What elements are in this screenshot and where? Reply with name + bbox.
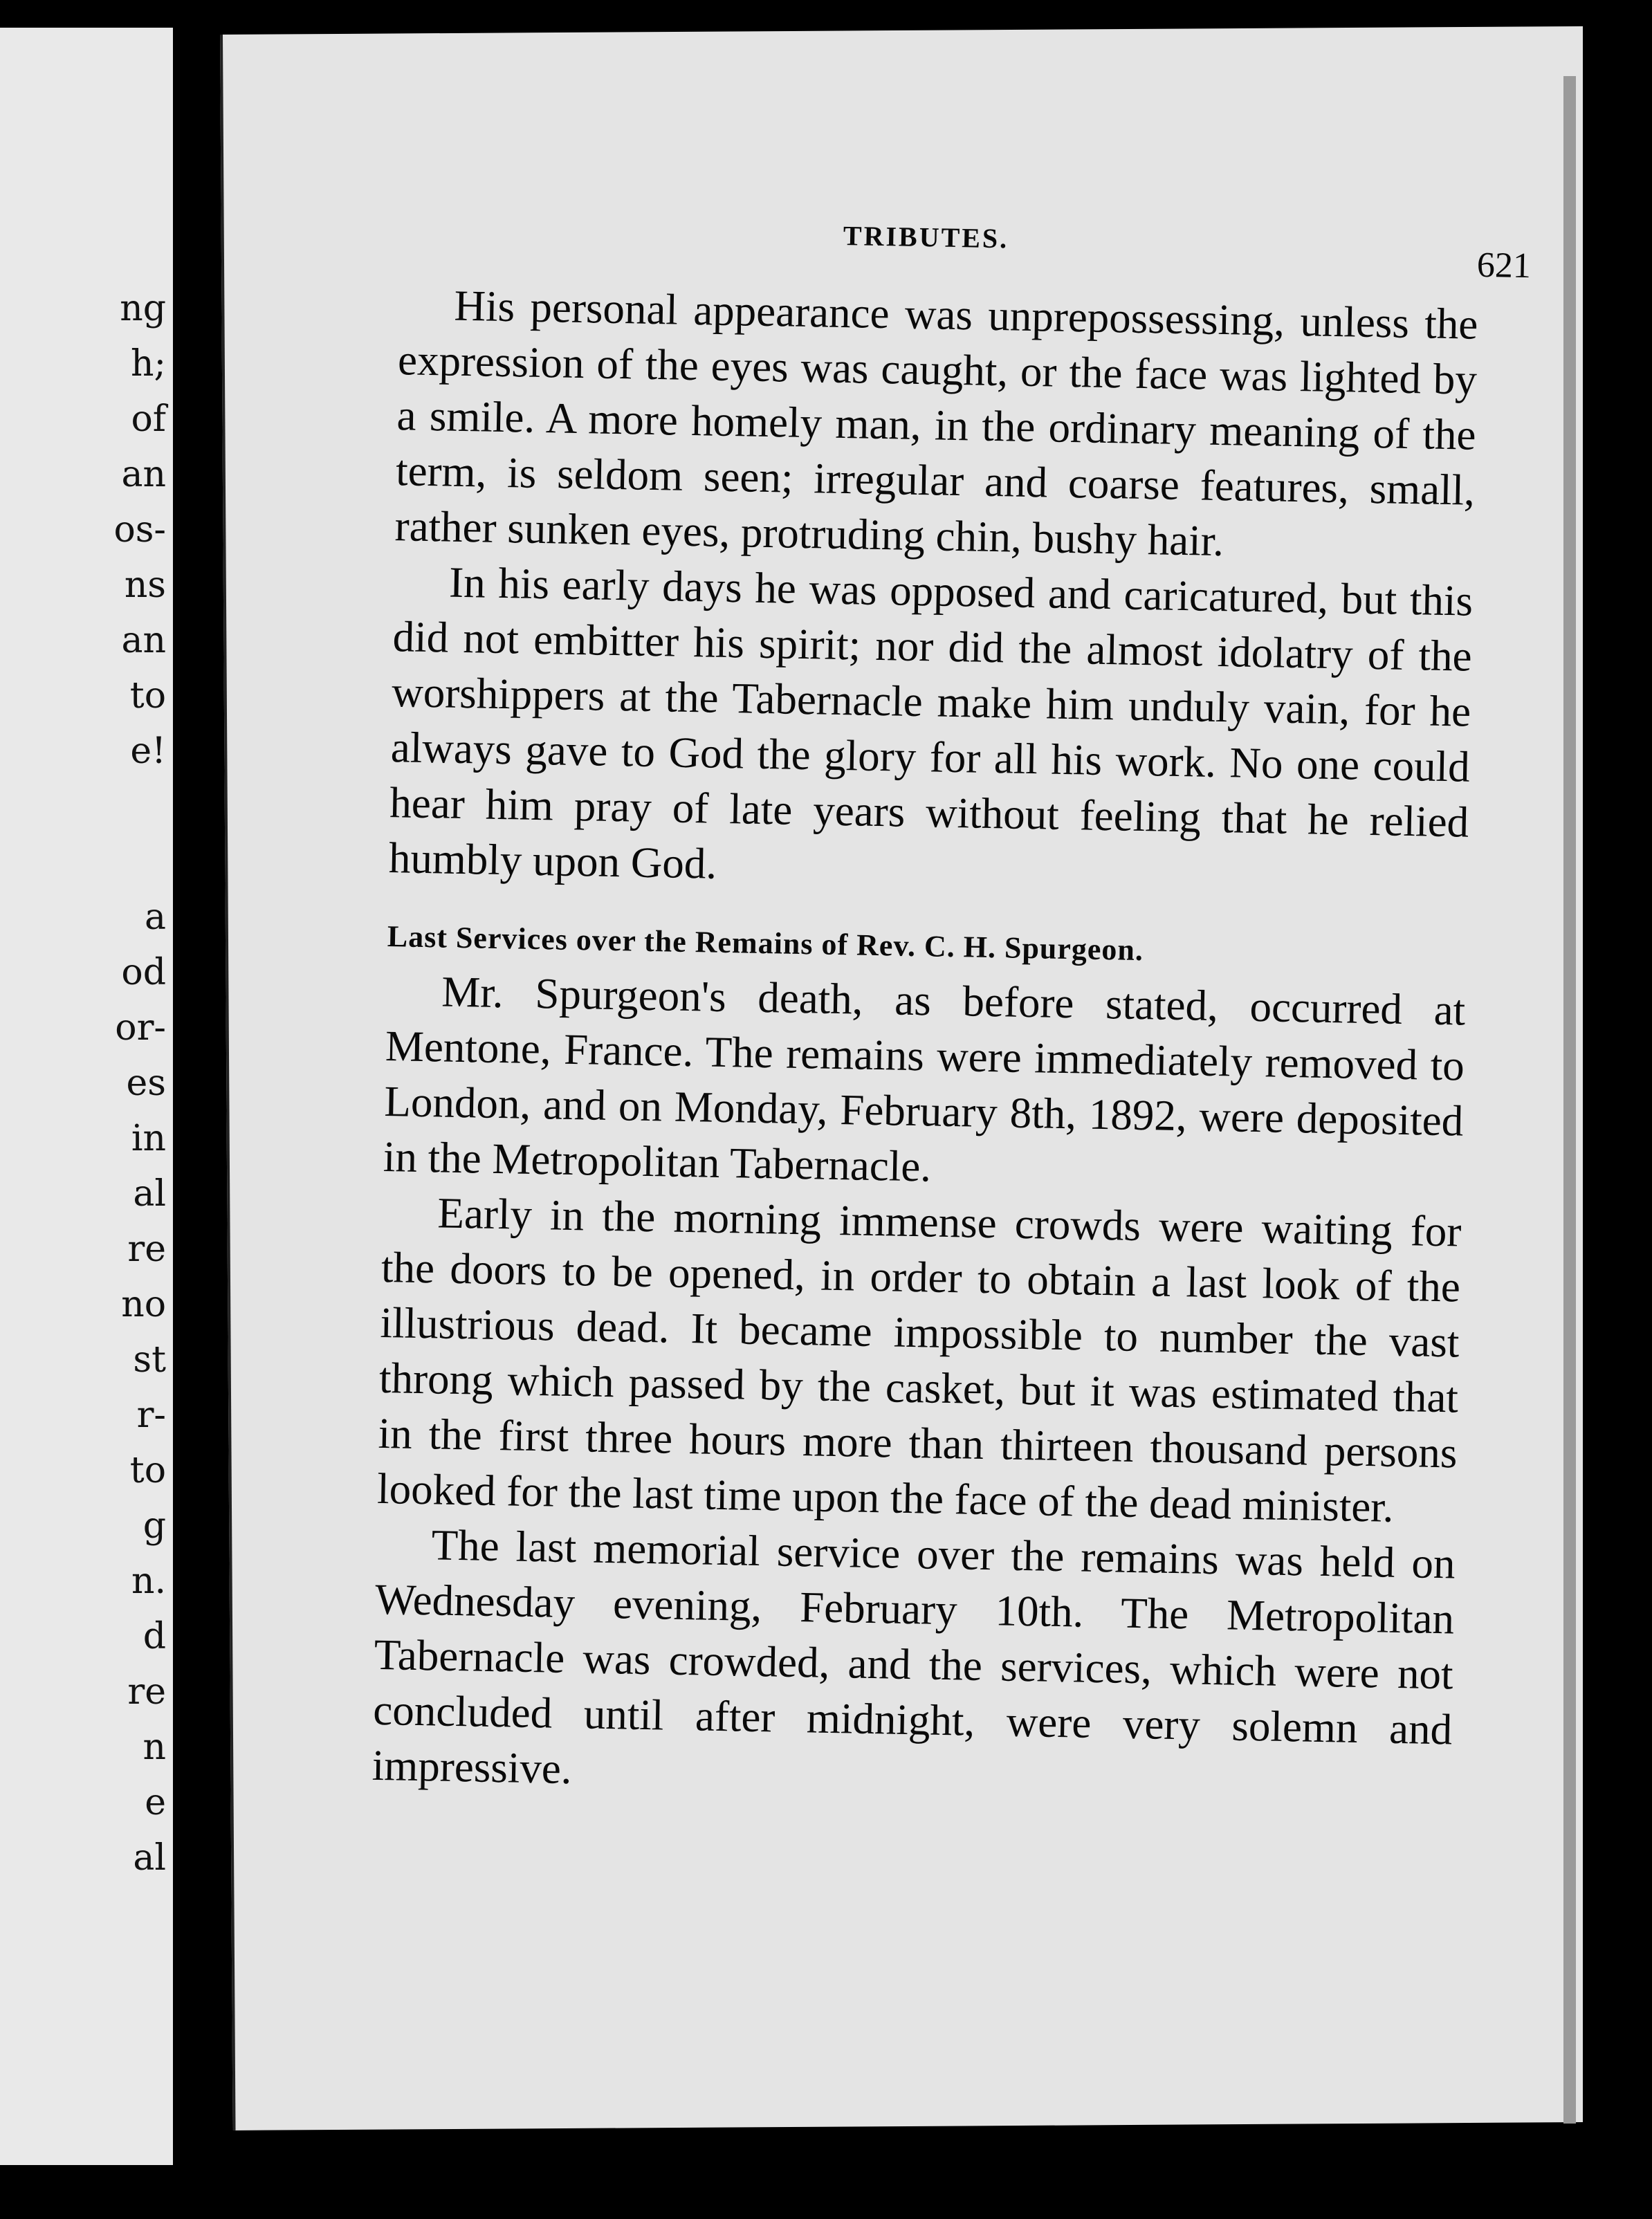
left-fragment: al — [133, 1173, 166, 1215]
left-fragment: h; — [130, 343, 166, 385]
main-page — [220, 26, 1598, 2130]
paragraph: Mr. Spurgeon's death, as before stated, occurred at Mentone, France. The remains were immediately removed to London, and on Monday, February 8th, 1892, were deposited in the Metropolitan Tabernacle. — [383, 967, 1466, 1191]
left-fragment: r- — [136, 1394, 166, 1436]
left-page-line-endings — [0, 28, 173, 2165]
paragraph: The last memorial service over the remains was held on Wednesday evening, February 10th. The Metropolitan Tabernacle was crowded, and the services, which were not concluded until after midnight, were very solemn and impressive. — [371, 1520, 1456, 1794]
left-fragment: g — [143, 1505, 166, 1547]
left-fragment: to — [129, 675, 166, 717]
left-fragment: to — [129, 1450, 166, 1491]
left-fragment: st — [133, 1339, 166, 1381]
left-fragment: os- — [113, 509, 166, 551]
left-fragment: od — [121, 952, 166, 993]
left-fragment: n — [143, 1727, 166, 1768]
left-fragment: of — [131, 398, 166, 440]
left-fragment: a — [144, 896, 166, 938]
book-gutter — [173, 0, 228, 2219]
left-fragment: d — [143, 1616, 166, 1657]
page-edge-shadow — [1563, 76, 1576, 2124]
paragraph: His personal appearance was unprepossessing, unless the expression of the eyes was caught, or the face was lighted by a smile. A more homely man, in the ordinary meaning of the term, is seldom seen; irregular and coarse features, small, rather sunken eyes, protruding chin, bushy hair. — [394, 281, 1478, 566]
left-fragment: an — [121, 454, 166, 495]
paragraph: In his early days he was opposed and caricatured, but this did not embitter his spirit; nor did the almost idolatry of the worshippers at the Tabernacle make him unduly vain, for he always gave to God the glory for all his work. No one could hear him pray of late years without feeling that he relied humbly upon God. — [388, 558, 1474, 888]
left-fragment: in — [131, 1118, 166, 1159]
page-content — [220, 26, 1598, 2130]
text-column — [371, 277, 1478, 1812]
left-fragment: an — [121, 620, 166, 661]
paragraph: Early in the morning immense crowds were waiting for the doors to be opened, in order to obtain a last look of the illustrious dead. It became impossible to number the vast throng which passed by the casket, but it was estimated that in the first three hours more than thirteen thousand persons looked for the last time upon the face of the dead minister. — [376, 1188, 1462, 1531]
left-fragment: al — [133, 1837, 166, 1879]
left-fragment: es — [126, 1062, 166, 1104]
running-head: TRIBUTES. — [843, 219, 1009, 255]
left-facing-page — [0, 28, 173, 2165]
page-number: 621 — [1476, 245, 1532, 286]
left-fragment: n. — [131, 1560, 166, 1602]
left-fragment: ns — [124, 564, 166, 606]
left-fragment: or- — [115, 1007, 166, 1049]
left-fragment: no — [121, 1284, 166, 1325]
left-fragment: e — [145, 1782, 166, 1823]
section-heading: Last Services over the Remains of Rev. C. H. Spurgeon. — [387, 919, 1144, 968]
scan-background-edge — [1583, 0, 1652, 2219]
left-fragment: ng — [120, 288, 166, 329]
left-fragment: re — [127, 1671, 166, 1713]
left-fragment: re — [127, 1228, 166, 1270]
left-fragment: e! — [130, 730, 166, 772]
